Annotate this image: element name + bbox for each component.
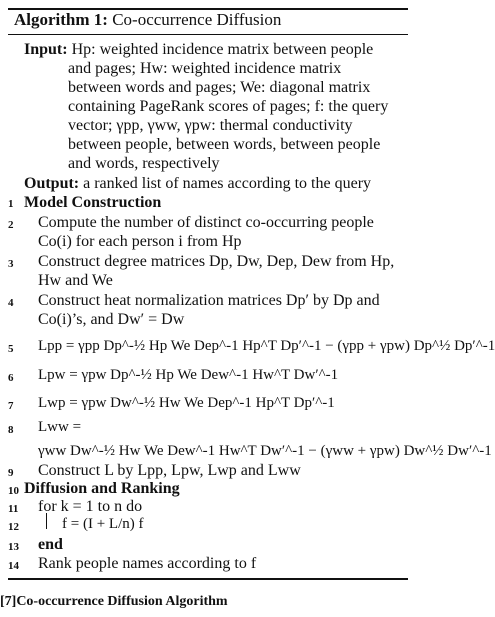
- figure-caption: [7]Co-occurrence Diffusion Algorithm: [0, 594, 228, 609]
- step-7: Lwp = γpw Dw^-½ Hw We Dep^-1 Hp^T Dp′^-1: [38, 395, 335, 411]
- step-2: Compute the number of distinct co-occurring people: [38, 214, 374, 231]
- step-2-cont: Co(i) for each person i from Hp: [38, 233, 242, 250]
- input-line-1: and pages; Hw: weighted incidence matrix: [68, 60, 342, 77]
- step-number-10: 10: [8, 485, 19, 497]
- step-14: Rank people names according to f: [38, 555, 257, 572]
- input-line-4: vector; γpp, γww, γpw: thermal conductivity: [68, 117, 353, 134]
- input-label: Input:: [24, 41, 68, 58]
- step-number-14: 14: [8, 560, 19, 572]
- loop-bar: [46, 513, 47, 529]
- output-text: a ranked list of names according to the query: [83, 175, 372, 192]
- step-12: f = (I + L/n) f: [62, 516, 144, 532]
- step-6: Lpw = γpw Dp^-½ Hp We Dew^-1 Hw^T Dw′^-1: [38, 367, 339, 383]
- step-13: end: [38, 536, 63, 553]
- step-8-cont: γww Dw^-½ Hw We Dew^-1 Hw^T Dw′^-1 − (γww + γpw) Dw^½ Dw′^-1: [38, 443, 492, 459]
- step-number-3: 3: [8, 258, 14, 270]
- step-1: Model Construction: [24, 194, 162, 211]
- step-10: Diffusion and Ranking: [24, 480, 180, 497]
- output-label: Output:: [24, 175, 80, 192]
- input-text-0: Hp: weighted incidence matrix between people: [71, 41, 374, 58]
- algorithm-title-label: Algorithm 1:: [14, 10, 108, 29]
- step-4-cont: Co(i)’s, and Dw′ = Dw: [38, 311, 185, 328]
- step-3-cont: Hw and We: [38, 272, 113, 289]
- step-9: Construct L by Lpp, Lpw, Lwp and Lww: [38, 462, 301, 479]
- step-5: Lpp = γpp Dp^-½ Hp We Dep^-1 Hp^T Dp′^-1 − (γpp + γpw) Dp^½ Dp′^-1: [38, 338, 495, 354]
- step-number-12: 12: [8, 521, 19, 533]
- step-number-7: 7: [8, 400, 14, 412]
- step-4: Construct heat normalization matrices Dp′ by Dp and: [38, 292, 380, 309]
- algorithm-title-text: Co-occurrence Diffusion: [112, 10, 282, 29]
- algorithm-title: [14, 10, 281, 30]
- step-3: Construct degree matrices Dp, Dw, Dep, Dew from Hp,: [38, 253, 395, 270]
- step-number-13: 13: [8, 541, 19, 553]
- step-number-11: 11: [8, 503, 19, 515]
- step-11: for k = 1 to n do: [38, 498, 143, 515]
- input-line-5: between people, between words, between people: [68, 136, 381, 153]
- step-number-2: 2: [8, 219, 14, 231]
- step-number-5: 5: [8, 343, 14, 355]
- step-number-8: 8: [8, 424, 14, 436]
- input-line-6: and words, respectively: [68, 155, 220, 172]
- step-8: Lww =: [38, 419, 82, 435]
- step-number-4: 4: [8, 297, 14, 309]
- input-line-2: between words and pages; We: diagonal matrix: [68, 79, 371, 96]
- input-line-3: containing PageRank scores of pages; f: the query: [68, 98, 389, 115]
- step-number-1: 1: [8, 198, 14, 210]
- output-line: [24, 174, 371, 193]
- step-number-9: 9: [8, 467, 14, 479]
- title-rule: [8, 34, 408, 35]
- input-line-0: [24, 40, 373, 59]
- step-number-6: 6: [8, 372, 14, 384]
